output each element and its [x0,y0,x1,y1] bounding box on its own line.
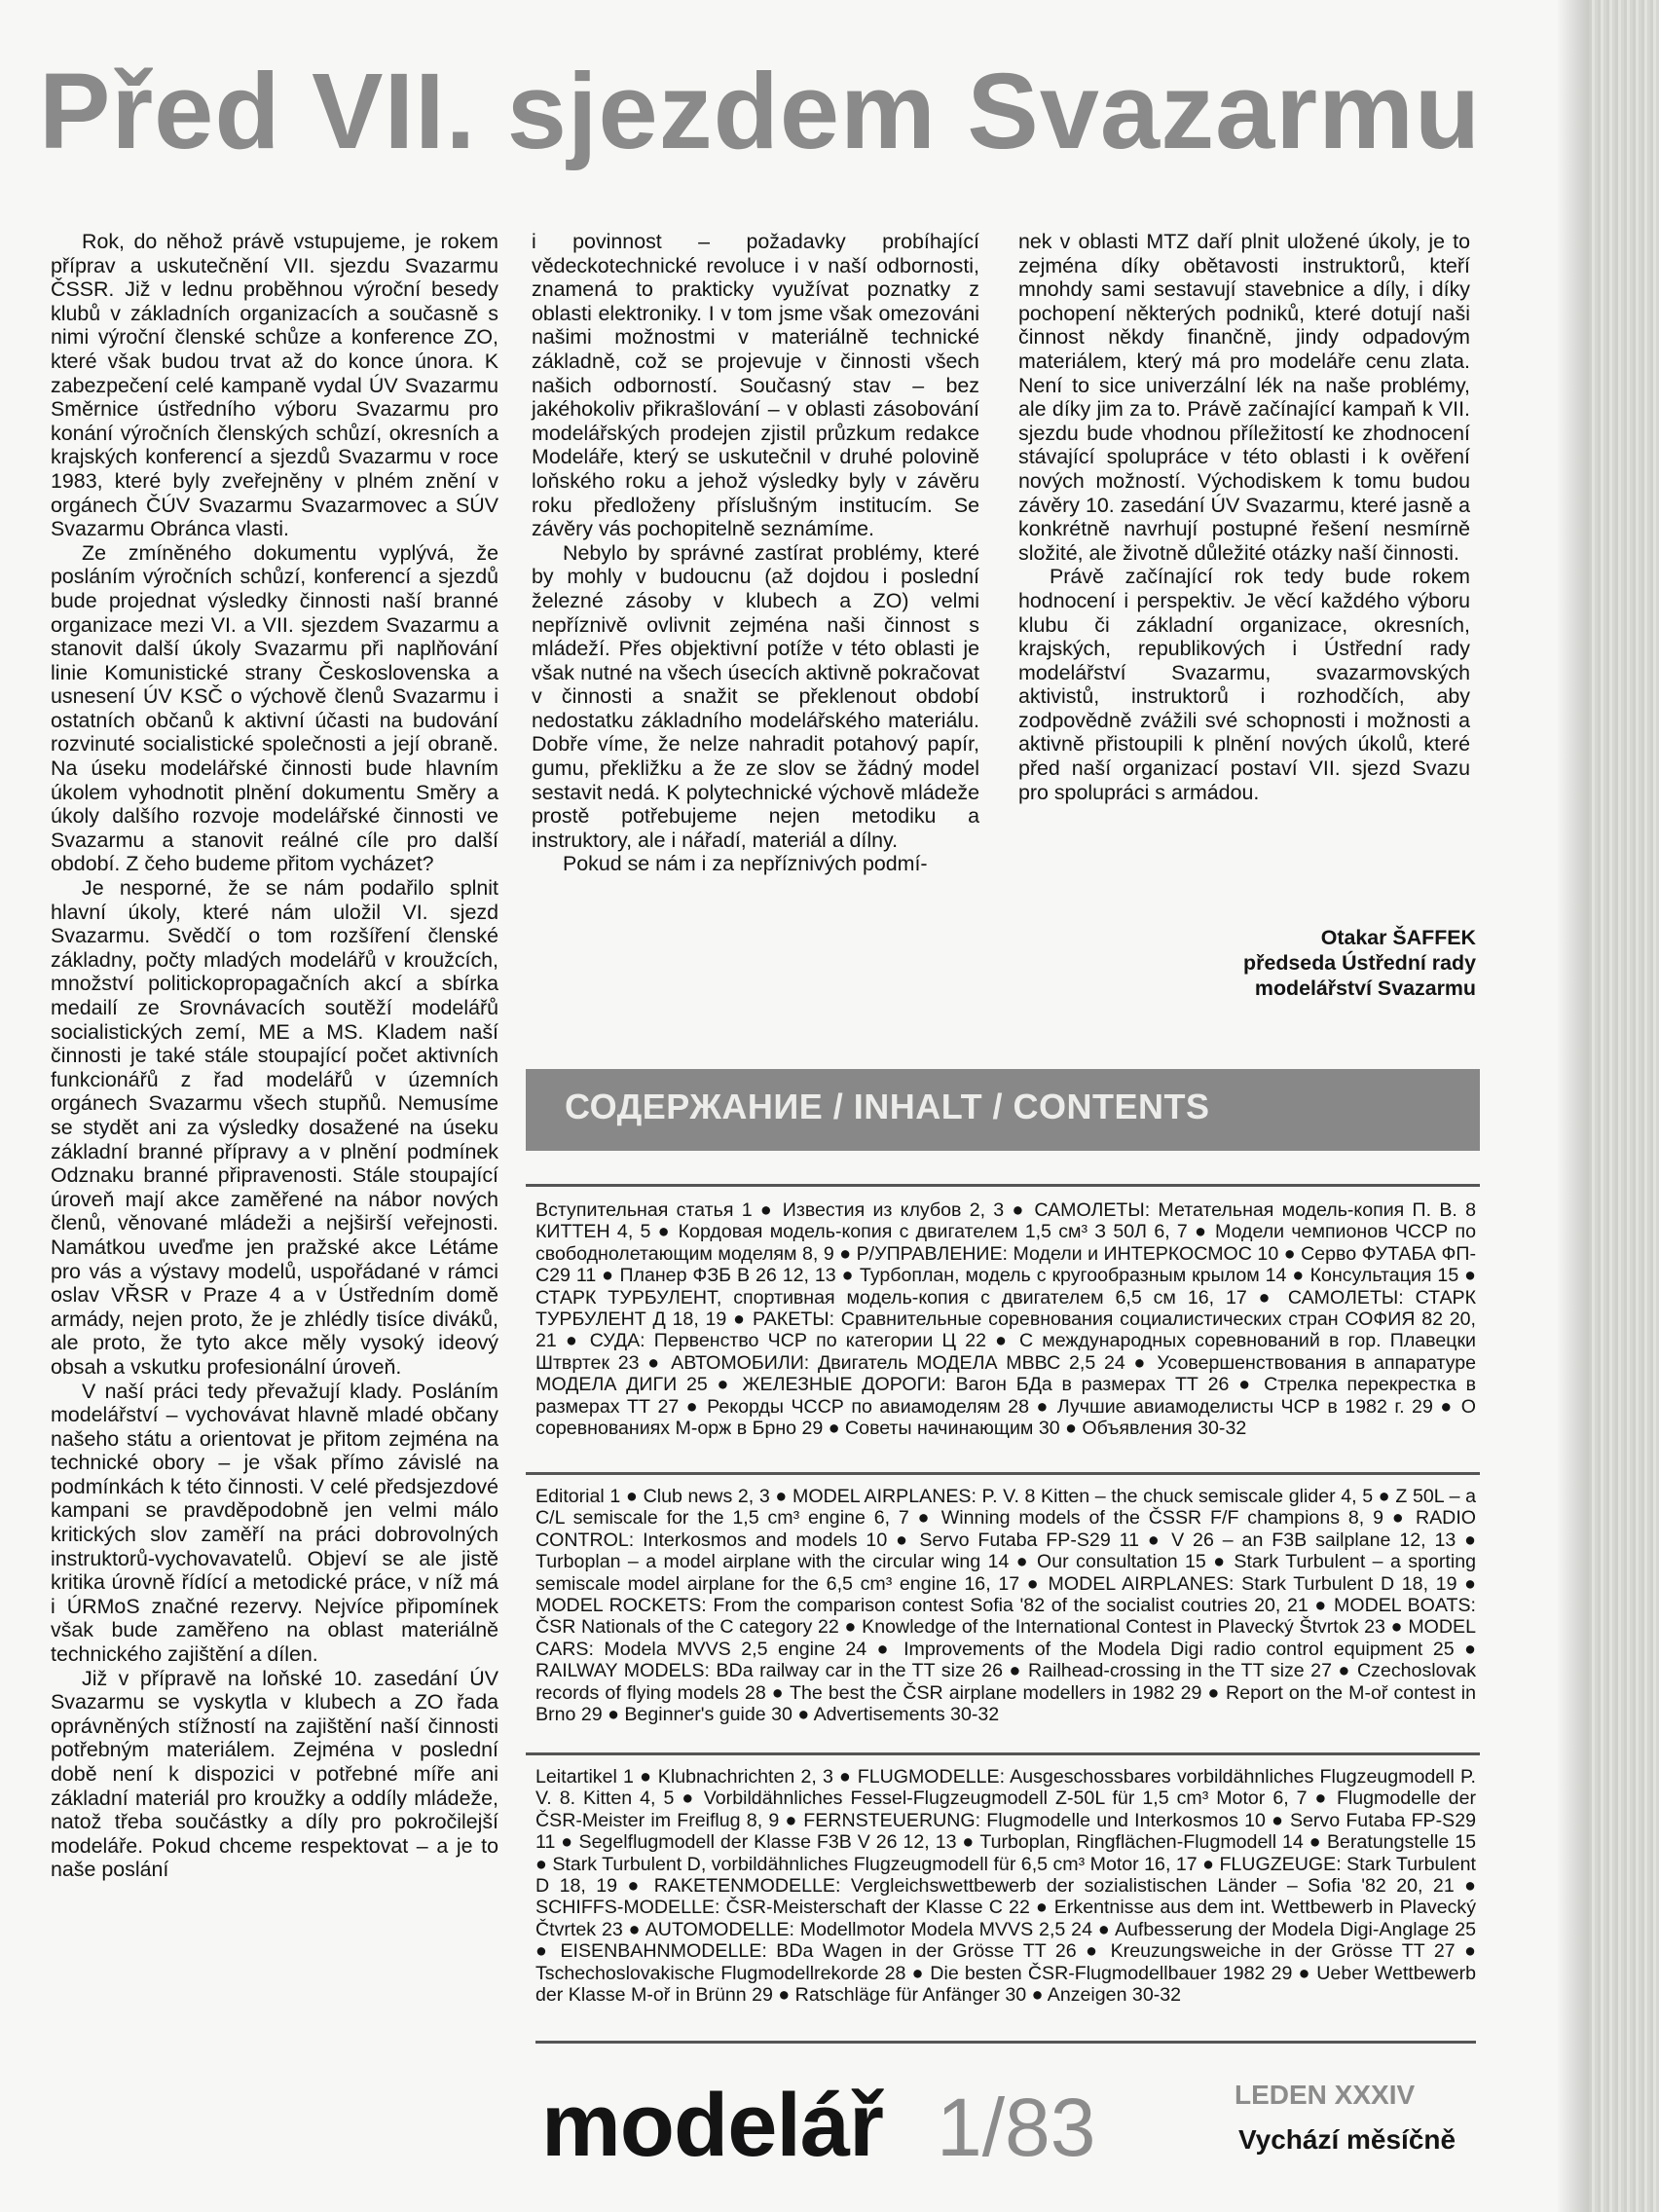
paragraph: Ze zmíněného dokumentu vyplývá, že posláním výročních schůzí, konferencí a sjezdů bude projednat výsledky činnosti naší branné organizace mezi VI. a VII. sjezdem Svazarmu a stanovit další úkoly Svazarmu při naplňování linie Komunistické strany Československa a usnesení ÚV KSČ o výchově členů Svazarmu i ostatních občanů k aktivní účasti na budování rozvinuté socialistické společnosti a její obraně. Na úseku modelářské činnosti bude hlavním úkolem vyhodnotit plnění dokumentu Směry a úkoly dalšího rozvoje modelářské činnosti ve Svazarmu a stanovit reálné cíle pro další období. Z čeho budeme přitom vycházet? [51,540,498,876]
page-edge-shadow [1558,0,1589,2212]
divider [535,2041,1476,2044]
magazine-logo: modelář [541,2076,883,2175]
stacked-pages-edge [1589,0,1659,2212]
paragraph: Je nesporné, že se nám podařilo splnit hlavní úkoly, které nám uložil VI. sjezd Svazarmu. Svědčí o tom rozšíření členské základny, počty mladých modelářů v kroužcích, množství politickopropagačních akcí a sbírka medailí ze Srovnávacích soutěží modelářů socialistických zemí, ME a MS. Kladem naší činnosti je také stále stoupající počet aktivních funkcionářů z řad modelářů v územních orgánech Svazarmu všech stupňů. Nemusíme se stydět ani za výsledky dosažené na úseku základní branné přípravy a v plnění podmínek Odznaku branné připravenosti. Stále stoupající úroveň mají akce zaměřené na nábor nových členů, věnované mládeži a nejširší veřejnosti. Namátkou uveďme jen pražské akce Létáme pro vás a výstavy modelů, uspořádané v rámci oslav VŘSR v Praze 4 a v Ústředním domě armády, nejen proto, že je zhlédly tisíce diváků, ale proto, že tyto akce měly vysoký ideový obsah a vskutku profesionální úroveň. [51,876,498,1379]
paragraph: Rok, do něhož právě vstupujeme, je rokem příprav a uskutečnění VII. sjezdu Svazarmu ČSSR. Již v lednu proběhnou výroční besedy klubů v základních organizacích a současně s nimi výroční členské schůze a konference ZO, které však budou trvat až do konce února. K zabezpečení celé kampaně vydal ÚV Svazarmu Směrnice ústředního výboru Svazarmu pro konání výročních členských schůzí, okresních a krajských konferencí a sjezdů Svazarmu v roce 1983, které byly zveřejněny v plném znění v orgánech ČÚV Svazarmu Svazarmovec a SÚV Svazarmu Obránca vlasti. [51,230,498,541]
contents-german: Leitartikel 1 ● Klubnachrichten 2, 3 ● FLUGMODELLE: Ausgeschossbares vorbildähnliches Flugzeugmodell P. V. 8. Kitten 4, 5 ● Vorbildähnliches Fessel-Flugzeugmodell Z-50L für 1,5 cm³ Motor 6, 7 ● Flugmodelle der ČSR-Meister im Freiflug 8, 9 ● FERNSTEUERUNG: Flugmodelle und Interkosmos 10 ● Servo Futaba FP-S29 11 ● Segelflugmodell der Klasse F3B V 26 12, 13 ● Turboplan, Ringflächen-Flugmodell 14 ● Beratungstelle 15 ● Stark Turbulent D, vorbildähnliches Flugzeugmodell für 6,5 cm³ Motor 16, 17 ● FLUGZEUGE: Stark Turbulent D 18, 19 ● RAKETENMODELLE: Vergleichswettbewerb der sozialistischen Länder – Sofia '82 20, 21 ● SCHIFFS-MODELLE: ČSR-Meisterschaft der Klasse C 22 ● Erkentnisse aus dem int. Wettbewerb in Plavecký Čtvrtek 23 ● AUTOMODELLE: Modellmotor Modela MVVS 2,5 24 ● Aufbesserung der Modela Digi-Anglage 25 ● EISENBAHNMODELLE: BDa Wagen in der Grösse TT 26 ● Kreuzungsweiche in der Grösse TT 27 ● Tschechoslovakische Flugmodellrekorde 28 ● Die besten ČSR-Flugmodellbauer 1982 29 ● Ueber Wettbewerb der Klasse M-oř in Brünn 29 ● Ratschläge für Anfänger 30 ● Anzeigen 30-32 [535,1766,1476,2007]
issue-month: LEDEN XXXIV [1235,2080,1416,2110]
author-name: Otakar ŠAFFEK [1320,926,1476,949]
author-role: předseda Ústřední rady [1243,951,1476,975]
paragraph: Pokud se nám i za nepříznivých podmí- [563,852,928,876]
contents-heading: СОДЕРЖАНИЕ / INHALT / CONTENTS [565,1087,1210,1126]
issue-number: 1/83 [937,2082,1096,2173]
contents-english: Editorial 1 ● Club news 2, 3 ● MODEL AIRPLANES: P. V. 8 Kitten – the chuck semiscale glider 4, 5 ● Z 50L – a C/L semiscale for the 1,5 cm³ engine 6, 7 ● Winning models of the ČSSR F/F champions 8, 9 ● RADIO CONTROL: Interkosmos and models 10 ● Servo Futaba FP-S29 11 ● V 26 – an F3B sailplane 12, 13 ● Turboplan – a model airplane with the circular wing 14 ● Our consultation 15 ● Stark Turbulent – a sporting semiscale model airplane for the 6,5 cm³ engine 16, 17 ● MODEL AIRPLANES: Stark Turbulent D 18, 19 ● MODEL ROCKETS: From the comparison contest Sofia '82 of the socialist coutries 20, 21 ● MODEL BOATS: ČSR Nationals of the C category 22 ● Knowledge of the International Contest in Plavecký Štvrtok 23 ● MODEL CARS: Modela MVVS 2,5 engine 24 ● Improvements of the Modela Digi radio control equipment 25 ● RAILWAY MODELS: BDa railway car in the TT size 26 ● Railhead-crossing in the TT size 27 ● Czechoslovak records of flying models 28 ● The best the ČSR airplane modellers in 1982 29 ● Report on the M-oř contest in Brno 29 ● Beginner's guide 30 ● Advertisements 30-32 [535,1486,1476,1726]
divider [526,1472,1480,1475]
paragraph: Již v přípravě na loňské 10. zasedání ÚV Svazarmu se vyskytla v klubech a ZO řada oprávněných stížností na zajištění naší činnosti potřebným materiálem. Zejména v poslední době není k dispozici v potřebné míře ani základní materiál pro kroužky a oddíly mládeže, natož třeba součástky a díly pro pokročilejší modeláře. Pokud chceme respektovat – a je to naše poslání [51,1666,498,1882]
author-role: modelářství Svazarmu [1254,977,1476,1000]
publication-frequency: Vychází měsíčně [1238,2124,1456,2155]
paragraph: Právě začínající rok tedy bude rokem hodnocení i perspektiv. Je věcí každého výboru klubu či základní organizace, okresních, krajských, republikových i Ústřední rady modelářství Svazarmu, svazarmovských aktivistů, instruktorů i rozhodčích, aby zodpovědně zvážili své schopnosti i možnosti a aktivně přistoupili k plnění nových úkolů, které před naší organizací postaví VII. sjezd Svazu pro spolupráci s armádou. [1018,565,1470,804]
author-signature [1071,925,1476,1001]
contents-russian: Вступительная статья 1 ● Известия из клубов 2, 3 ● САМОЛЕТЫ: Метательная модель-копия П. В. 8 КИТТЕН 4, 5 ● Кордовая модель-копия с двигателем 1,5 см³ З 50Л 6, 7 ● Модели чемпионов ЧССР по свободнолетающим моделям 8, 9 ● Р/УПРАВЛЕНИЕ: Модели и ИНТЕРКОСМОС 10 ● Серво ФУТАБА ФП-С29 11 ● Планер ФЗБ В 26 12, 13 ● Турбоплан, модель с кругообразным крылом 14 ● Консультация 15 ● СТАРК ТУРБУЛЕНТ, спортивная модель-копия с двигателем 6,5 см 16, 17 ● САМОЛЕТЫ: СТАРК ТУРБУЛЕНТ Д 18, 19 ● РАКЕТЫ: Сравнительные соревнования социалистических стран СОФИЯ 82 20, 21 ● СУДА: Первенство ЧСР по категории Ц 22 ● С международных соревнований в гор. Плавецки Штвртек 23 ● АВТОМОБИЛИ: Двигатель МОДЕЛА МВВС 2,5 24 ● Усовершенствования в аппаратуре МОДЕЛА ДИГИ 25 ● ЖЕЛЕЗНЫЕ ДОРОГИ: Вагон БДа в размерах ТТ 26 ● Стрелка перекрестка в размерах ТТ 27 ● Рекорды ЧССР по авиамоделям 28 ● Лучшие авиамоделисты ЧСР в 1982 г. 29 ● О соревнованиях М-орж в Брно 29 ● Советы начинающим 30 ● Объявления 30-32 [535,1199,1476,1440]
article-column-3 [1018,230,1470,804]
divider [526,1184,1480,1187]
contents-banner [526,1069,1480,1151]
paragraph: Nebylo by správné zastírat problémy, které by mohly v budoucnu (až dojdou i poslední železné zásoby v klubech a ZO) velmi nepříznivě ovlivnit zejména naši činnost s mládeží. Přes objektivní potíže v této oblasti je však nutné na všech úsecích aktivně pokračovat v činnosti a snažit se překlenout období nedostatku základního modelářského materiálu. Dobře víme, že nelze nahradit potahový papír, gumu, překližku a že ze slov se žádný model sestavit nedá. K polytechnické výchově mládeže prostě potřebujeme nejen metodiku a instruktory, ale i nářadí, materiál a dílny. [532,540,979,852]
paragraph: nek v oblasti MTZ daří plnit uložené úkoly, je to zejména díky obětavosti instruktorů, kteří mnohdy sami sestavují stavebnice a díly, i díky pochopení některých podniků, které dotují naši činnost někdy finančně, jindy odpadovým materiálem, který má pro modeláře cenu zlata. Není to sice univerzální lék na naše problémy, ale díky jim za to. Právě začínající kampaň k VII. sjezdu bude vhodnou příležitostí ke zhodnocení stávající spolupráce v této oblasti i k ověření nových možností. Východiskem k tomu budou závěry 10. zasedání ÚV Svazarmu, které jasně a konkrétně navrhují postupné řešení nesmírně složité, ale životně důležité otázky naší činnosti. [1018,230,1470,565]
article-column-1 [51,230,498,1882]
divider [526,1752,1480,1755]
article-column-2 [532,230,979,876]
paragraph: i povinnost – požadavky probíhající vědeckotechnické revoluce i v naší odbornosti, znamená to prakticky využívat poznatky z oblasti elektroniky. I v tom jsme však omezováni našimi možnostmi v materiálně technické základně, což se projevuje v činnosti všech našich odborností. Současný stav – bez jakéhokoliv přikrašlování – v oblasti zásobování modelářských prodejen zjistil průzkum redakce Modeláře, který se uskutečnil v druhé polovině loňského roku a jehož výsledky byly v závěru roku předloženy příslušným institucím. Se závěry vás pochopitelně seznámíme. [532,230,979,541]
article-title: Před VII. sjezdem Svazarmu [39,52,1482,171]
paragraph: V naší práci tedy převažují klady. Posláním modelářství – vychovávat hlavně mladé občany našeho státu a orientovat je přitom zejména na technické obory – je však přímo závislé na podmínkách k této činnosti. V celé předsjezdové kampani se pravděpodobně jen velmi málo kritických slov zaměří na práci dobrovolných instruktorů-vychovavatelů. Objeví se ale jistě kritika úrovně řídící a metodické práce, v níž má i ÚRMoS značné rezervy. Nejvíce připomínek však bude zaměřeno na oblast materiálně technického zajištění a dílen. [51,1379,498,1667]
